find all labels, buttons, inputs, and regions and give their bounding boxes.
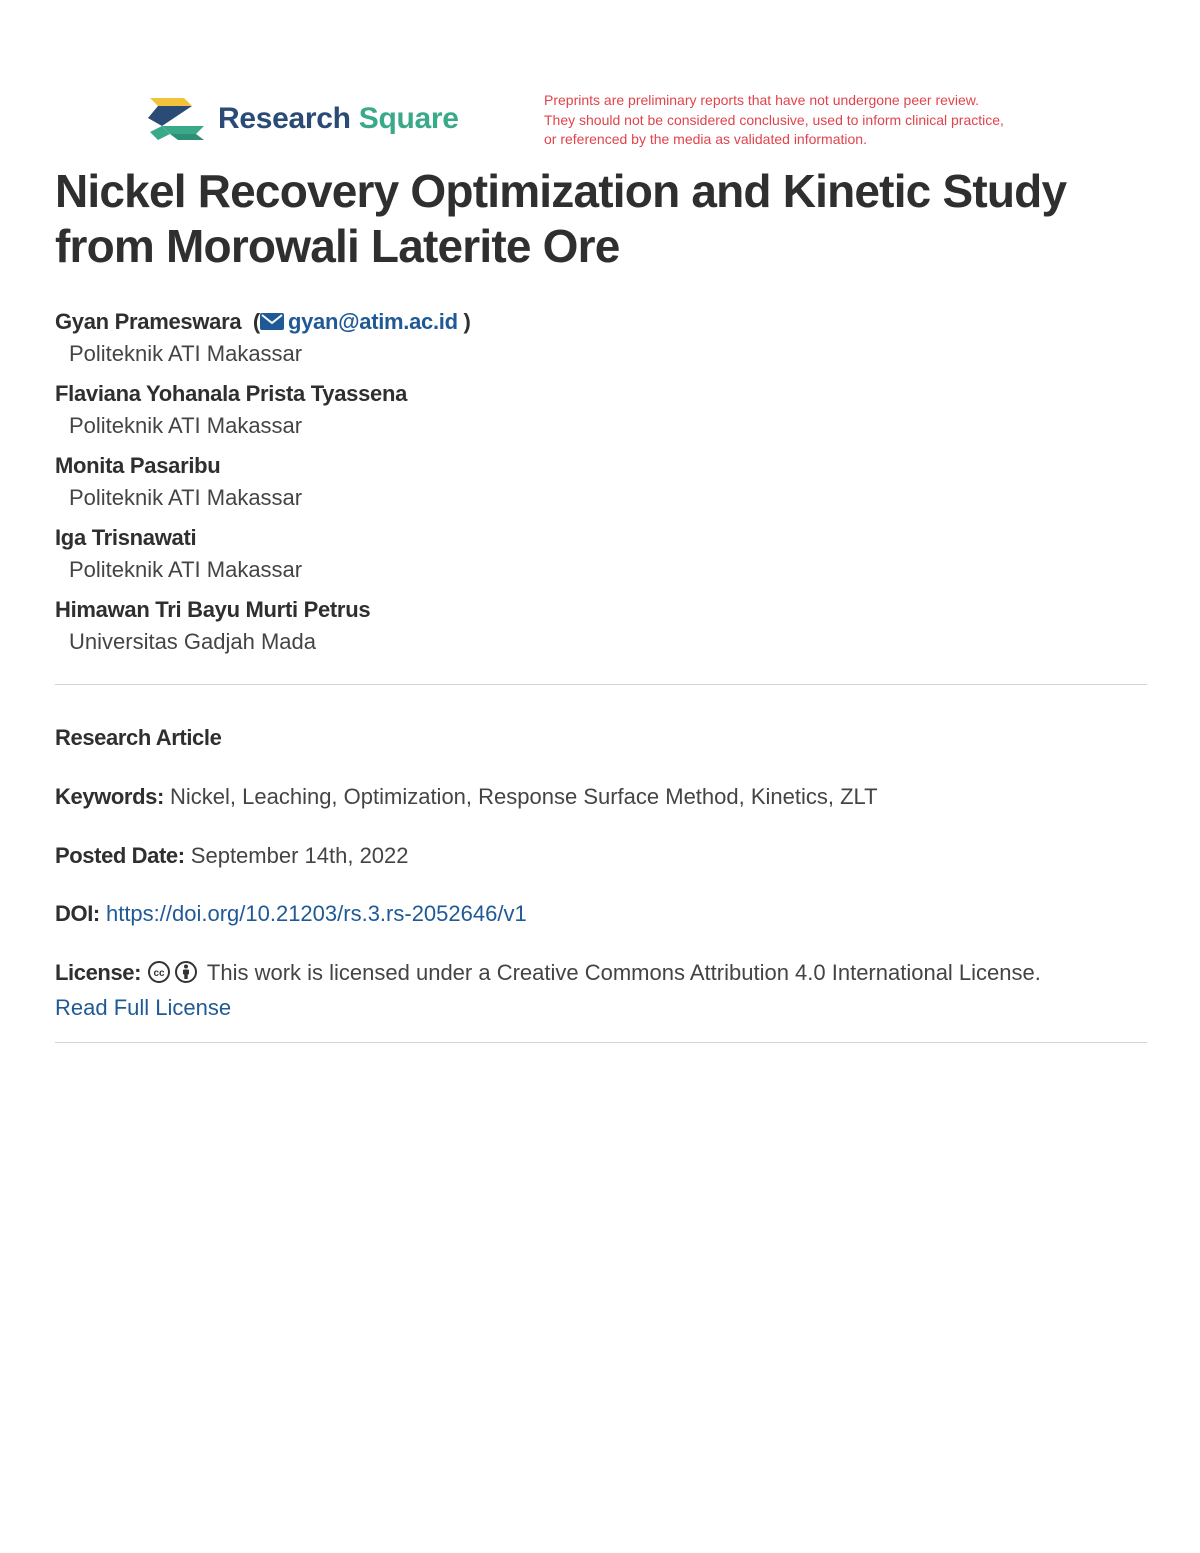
- divider: [55, 684, 1147, 685]
- author-name: Himawan Tri Bayu Murti Petrus: [55, 597, 371, 622]
- posted-date-value: September 14th, 2022: [190, 843, 409, 868]
- keywords-label: Keywords:: [55, 784, 164, 809]
- author-entry: [55, 594, 1145, 658]
- author-name: Gyan Prameswara: [55, 309, 242, 334]
- keywords-row: [55, 781, 1147, 813]
- author-list: [55, 306, 1145, 666]
- author-name: Monita Pasaribu: [55, 453, 221, 478]
- disclaimer-line: They should not be considered conclusive, used to inform clinical practice,: [544, 111, 1004, 128]
- creative-commons-icon: [147, 960, 171, 984]
- author-affiliation: Politeknik ATI Makassar: [69, 485, 303, 510]
- article-type: Research Article: [55, 725, 222, 750]
- author-affiliation: Politeknik ATI Makassar: [69, 413, 303, 438]
- brand-name-square: Square: [358, 102, 459, 135]
- author-entry: [55, 450, 1145, 514]
- svg-text:cc: cc: [153, 968, 165, 979]
- research-square-logo-icon: [148, 96, 206, 142]
- preprint-disclaimer: [544, 91, 1104, 150]
- author-affiliation: Politeknik ATI Makassar: [69, 557, 303, 582]
- disclaimer-line: Preprints are preliminary reports that have not undergone peer review.: [544, 92, 980, 108]
- author-name: Iga Trisnawati: [55, 525, 197, 550]
- author-entry: Gyan Prameswara ( gyan@atim.ac.id ) Politeknik ATI Makassar: [55, 306, 1145, 370]
- paper-title: [55, 164, 1155, 274]
- read-full-license-link[interactable]: Read Full License: [55, 995, 232, 1020]
- article-type-row: [55, 722, 1147, 754]
- author-entry: [55, 378, 1145, 442]
- attribution-icon: [174, 960, 198, 984]
- disclaimer-line: or referenced by the media as validated information.: [544, 131, 867, 147]
- divider: [55, 1042, 1147, 1043]
- envelope-icon: [260, 313, 284, 330]
- brand-name-research: Research: [218, 102, 351, 135]
- license-label: License:: [55, 960, 142, 985]
- doi-row: [55, 898, 1147, 930]
- license-row: [55, 957, 1147, 1024]
- license-text: This work is licensed under a Creative Commons Attribution 4.0 International License.: [206, 960, 1041, 985]
- brand-wordmark: [218, 102, 459, 136]
- author-email: gyan@atim.ac.id: [287, 309, 458, 334]
- keywords-value: Nickel, Leaching, Optimization, Response Surface Method, Kinetics, ZLT: [170, 784, 878, 809]
- author-entry: [55, 522, 1145, 586]
- doi-link[interactable]: https://doi.org/10.21203/rs.3.rs-2052646/v1: [105, 901, 527, 926]
- author-affiliation: Politeknik ATI Makassar: [69, 341, 303, 366]
- author-affiliation: Universitas Gadjah Mada: [69, 629, 317, 654]
- doi-label: DOI:: [55, 901, 100, 926]
- paper-title-line-1: Nickel Recovery Optimization and Kinetic Study: [55, 165, 1067, 217]
- author-email-link[interactable]: [260, 309, 458, 334]
- posted-date-row: [55, 840, 1147, 872]
- posted-date-label: Posted Date:: [55, 843, 185, 868]
- research-square-logo: [148, 96, 459, 142]
- author-name: Flaviana Yohanala Prista Tyassena: [55, 381, 408, 406]
- paper-title-line-2: from Morowali Laterite Ore: [55, 220, 620, 272]
